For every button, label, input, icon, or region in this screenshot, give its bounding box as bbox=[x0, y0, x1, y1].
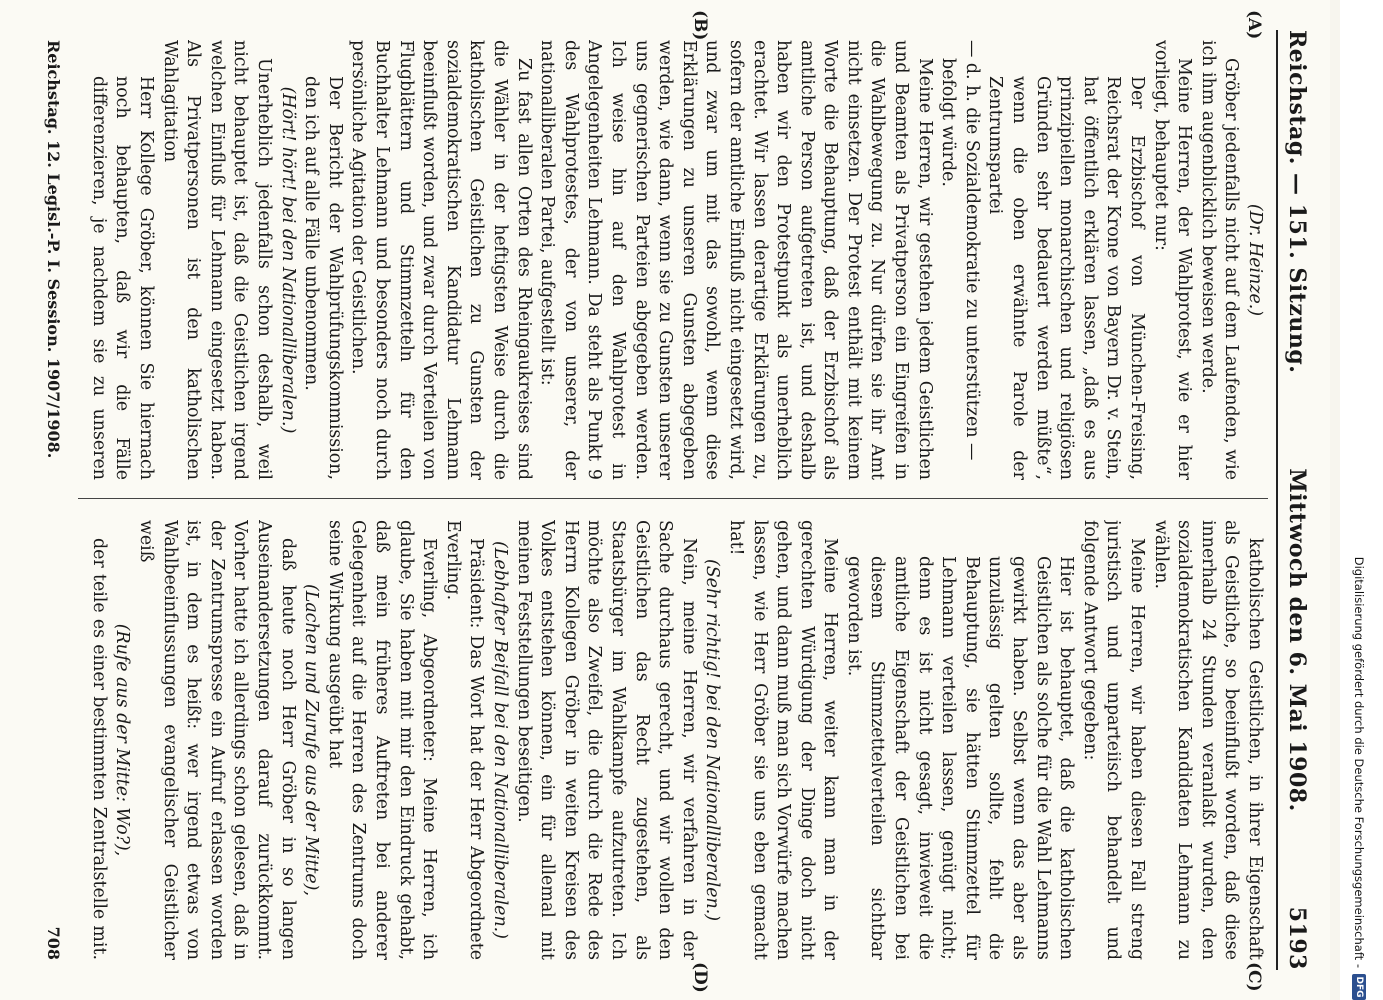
paragraph: Zu fast allen Orten des Rheingaukreises sind die Wähler in der heftigsten Weise durch die katholischen Geistlichen zu Gunsten der sozialdemokratischen Kandidatur Lehmann beeinflußt worden, und zwar durch Verteilen von Flugblättern und Stimmzetteln für den Buchhalter Lehmann und besonders noch durch persönliche Agitation der Geistlichen. bbox=[348, 40, 534, 480]
paragraph: Nein, meine Herren, wir verfahren in der Sache durchaus gerecht, und wir wollen den Geistlichen das Recht zugestehen, als Staatsbürger im Wahlkampfe aufzutreten. Ich möchte also Zweifel, die durch die Rede des Herrn Kollegen Gröber in weiten Kreisen des Volkes entstehen können, ein für allemal mit meinen Feststellungen beseitigen. bbox=[513, 520, 699, 960]
header-date: Mittwoch den 6. Mai 1908. bbox=[1284, 468, 1310, 812]
footer-session: Reichstag. 12. Legisl.-P. I. Session. 1907/1908. bbox=[44, 40, 64, 459]
paragraph: Präsident: Das Wort hat der Herr Abgeordnete Everling. bbox=[442, 520, 487, 960]
paragraph: Herr Kollege Gröber, können Sie hiernach noch behaupten, daß wir die Fälle differenzieren, je nachdem sie zu unseren bbox=[88, 76, 157, 480]
paragraph: — d. h. die Sozialdemokratie zu unterstützen — bbox=[961, 40, 982, 461]
paragraph: daß heute noch Herr Gröber in so langen Auseinandersetzungen darauf zurückkommt. Vorher hatte ich allerdings schon gelesen, daß in der Zentrumspresse ein Aufruf erlassen worden ist, in dem es heißt: wer irgend etwas von Wahlbeeinflussungen evangelischer Geistlicher weiß bbox=[136, 520, 298, 960]
paragraph: (Lachen und Zurufe aus der Mitte), bbox=[301, 583, 322, 896]
header-left: Reichstag. — 151. Sitzung. bbox=[1284, 30, 1310, 374]
paragraph: Meine Herren, weiter kann man in der gerechten Würdigung der Dinge doch nicht gehen, und dann muß man sich Vorwürfe machen lassen, wie Herr Gröber sie uns eben gemacht hat! bbox=[725, 520, 841, 960]
credit-text: Digitalisierung gefördert durch die Deutsche Forschungsgemeinschaft - bbox=[1352, 556, 1366, 968]
section-marker-b: (B) bbox=[690, 10, 710, 41]
page-footer bbox=[40, 40, 68, 960]
dfg-logo-icon: DFG bbox=[1352, 974, 1366, 1000]
digitization-credit bbox=[1340, 0, 1383, 1000]
paragraph: (Dr. Heinze.) bbox=[1245, 203, 1265, 317]
paragraph: Der Erzbischof von München-Freising, Reichsrat der Krone von Bayern Dr. v. Stein, hat öffentlich erklären lassen, „daß es aus prinzipiellen monarchischen und religiösen Gründen sehr bedauert werden müßte“, wenn die oben erwähnte Parole der Zentrumspartei bbox=[985, 76, 1148, 480]
left-text-column bbox=[86, 40, 1266, 480]
paragraph: Everling, Abgeordneter: Meine Herren, ich glaube, Sie haben mit mir den Eindruck gehabt, daß mein früheres Auftreten bei anderer Gelegenheit auf die Herren des Zentrums doch seine Wirkung ausgeübt hat bbox=[324, 520, 440, 960]
paragraph: Gröber jedenfalls nicht auf dem Laufenden, wie ich ihm augenblicklich beweisen werde. bbox=[1197, 40, 1242, 480]
column-divider bbox=[78, 498, 1268, 499]
paragraph: Der Bericht der Wahlprüfungskommission, den ich auf alle Fälle unbenommen. bbox=[301, 76, 345, 480]
paragraph: Meine Herren, wir haben diesen Fall streng juristisch und unparteiisch behandelt und folgende Antwort gegeben: bbox=[1079, 520, 1148, 960]
right-text-column bbox=[86, 520, 1266, 960]
section-marker-c: (C) bbox=[1244, 962, 1264, 992]
paragraph: der teile es einer bestimmten Zentralstelle mit. bbox=[88, 538, 109, 960]
header-rule bbox=[1276, 30, 1278, 970]
paragraph: (Hört! hört! bei den Nationalliberalen.) bbox=[277, 86, 298, 434]
page-number: 5193 bbox=[1284, 906, 1310, 970]
paragraph: Unerheblich jedenfalls schon deshalb, weil nicht behauptet ist, daß die Geistlichen irgend welchen Einfluß für Lehmann eingesetzt haben. Als Privatpersonen ist den katholischen Wahlagitation bbox=[159, 40, 275, 480]
paragraph: befolgt würde. bbox=[938, 58, 959, 187]
footer-number: 708 bbox=[44, 926, 64, 960]
paragraph: Hier ist behauptet, daß die katholischen Geistlichen als solche für die Wahl Lehmanns gewirkt haben. Selbst wenn das aber als unzulässig gelten sollte, fehlt die Behauptung, sie hätten Stimmzettel für Lehmann verteilen lassen, genügt nicht; denn es ist nicht gesagt, inwieweit die amtliche Eigenschaft der Geistlichen bei diesem Stimmzettelverteilen sichtbar geworden ist. bbox=[843, 556, 1077, 960]
section-marker-a: (A) bbox=[1244, 10, 1264, 40]
paragraph: Meine Herren, wir gestehen jedem Geistlichen und Beamten als Privatperson ein Eingreifen in die Wahlbewegung zu. Nur dürfen sie ihr Amt nicht einsetzen. Der Protest enthält mit keinem Worte die Behauptung, daß der Erzbischof als amtliche Person aufgetreten ist, und deshalb haben wir den Protestpunkt als unerheblich erachtet. Wir lassen derartige Erklärungen zu, sofern der amtliche Einfluß nicht eingesetzt wird, und zwar um mit das sowohl, wenn diese Erklärungen zu unseren Gunsten abgegeben werden, wie dann, wenn sie zu Gunsten unserer uns gegnerischen Parteien abgegeben werden. Ich weise hin auf den Wahlprotest in Angelegenheiten Lehmann. Da steht als Punkt 9 des Wahlprotestes, der von unserer, der nationalliberalen Partei, aufgestellt ist: bbox=[537, 40, 935, 480]
page-header bbox=[1282, 30, 1312, 970]
paragraph: (Lebhafter Beifall bei den Nationalliberalen.) bbox=[490, 541, 510, 939]
paragraph: (Sehr richtig! bei den Nationalliberalen.) bbox=[702, 558, 723, 922]
section-marker-d: (D) bbox=[690, 962, 710, 993]
paragraph: katholischen Geistlichen, in ihrer Eigenschaft als Geistliche, so beeinflußt worden, daß diese innerhalb 24 Stunden veranlaßt wurden, den sozialdemokratischen Kandidaten Lehmann zu wählen. bbox=[1150, 520, 1265, 960]
paragraph: Meine Herren, der Wahlprotest, wie er hier vorliegt, behauptet nur: bbox=[1150, 40, 1195, 480]
paragraph: (Rufe aus der Mitte: Wo?), bbox=[112, 623, 133, 857]
